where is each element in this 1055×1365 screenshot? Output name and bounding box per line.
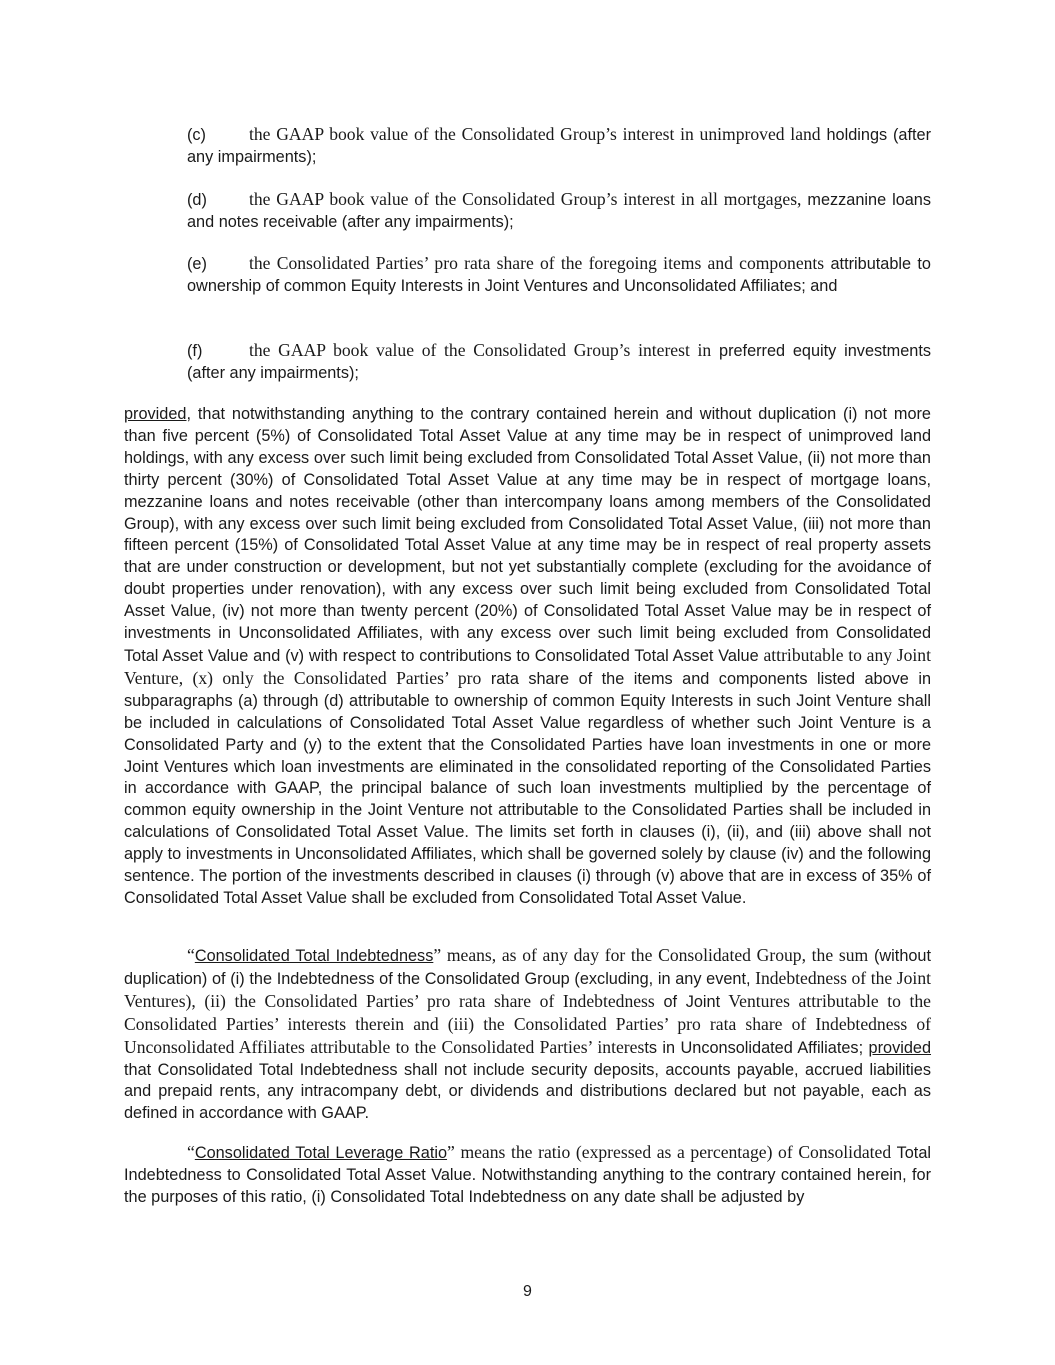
open-quote: “ [187,1142,195,1162]
definition-text: Indebtedness of the Joint Ventures), (ii) the Consolidated Parties’ pro rata share of Indebtedness [124,967,931,1011]
definition-text: ts in Unconsolidated Affiliates; [644,1038,869,1057]
provided-term: provided [868,1038,932,1057]
item-text: holdings (after any impairments); [187,126,931,166]
defined-term: Consolidated Total Leverage Ratio [194,1144,448,1162]
item-text: attributable to ownership of common Equity Interests in Joint Ventures and Unconsolidated Affiliates; and [187,255,931,295]
definition-consolidated-total-leverage-ratio [124,1142,931,1209]
definition-consolidated-total-indebtedness [124,945,931,1125]
proviso-paragraph [124,404,931,910]
item-label: (f) [187,342,203,360]
proviso-serif-text: attributable to any Joint Venture, (x) only the Consolidated Parties’ pro [124,644,931,688]
definition-text: Total Indebtedness to Consolidated Total Asset Value. Notwithstanding anything to the contrary contained herein, for the purposes of this ratio, (i) Consolidated Total Indebtedness on any date shall be adjusted by [124,1144,931,1206]
item-lead-text: the GAAP book value of the Consolidated Group’s interest in [249,340,712,360]
item-text: investments (after any impairments); [187,342,931,382]
definition-text: Ventures attributable to the Consolidated Parties’ interests therein and (iii) the Consolidated Parties’ pro rata share of Indebtedness of Unconsolidated Affiliates attributable to the Consolidated Parties’ interes [124,990,931,1057]
proviso-text-2: rata share of the items and components listed above in subparagraphs (a) through (d) attributable to ownership of common Equity Interests in such Joint Venture shall be included in calculations of Consolidated Total Asset Value regardless of whether such Joint Venture is a Consolidated Party and (y) to the extent that the Consolidated Parties have loan investments in one or more Joint Ventures which loan investments are eliminated in the consolidated reporting of the Consolidated Parties in accordance with GAAP, the principal balance of such loan investments multiplied by the percentage of common equity ownership in the Joint Venture not attributable to the Consolidated Parties shall be included in calculations of Consolidated Total Asset Value. The limits set forth in clauses (i), (ii), and (iii) above shall not apply to investments in Unconsolidated Affiliates, which shall be governed solely by clause (iv) and the following sentence. The portion of the investments described in clauses (i) through (v) above that are in excess of 35% of Consolidated Total Asset Value shall be excluded from Consolidated Total Asset Value. [124,669,932,907]
page-number: 9 [523,1283,532,1300]
subparagraph-d [187,189,931,234]
definition-text: ” means the ratio (expressed as a percentage) of Consolidated [447,1142,892,1162]
definition-text: ” means, as of any day for the Consolidated Group, the sum [433,945,869,965]
subparagraph-f [187,340,931,385]
definition-text: that Consolidated Total Indebtedness shall not include security deposits, accounts payable, accrued liabilities and prepaid rents, any intracompany debt, or dividends and distributions declared but not payable, each as defined in accordance with GAAP. [124,1060,931,1123]
provided-term: provided [124,405,187,423]
defined-term: Consolidated Total Indebtedness [194,947,434,965]
proviso-text: , that notwithstanding anything to the contrary contained herein and without duplication (i) not more than five percent (5%) of Consolidated Total Asset Value at any time may be in respect of unimproved land holdings, with any excess over such limit being excluded from Consolidated Total Asset Value, (ii) not more than thirty percent (30%) of Consolidated Total Asset Value at any time may be in respect of mortgage loans, mezzanine loans and notes receivable (other than intercompany loans among members of the Consolidated Group), with any excess over such limit being excluded from Consolidated Total Asset Value, (iii) not more than fifteen percent (15%) of Consolidated Total Asset Value at any time may be in respect of real property assets that are under construction or development, but not yet substantially complete (excluding for the avoidance of doubt properties under renovation), with any excess over such limit being excluded from Consolidated Total Asset Value, (iv) not more than twenty percent (20%) of Consolidated Total Asset Value may be in respect of investments in Unconsolidated Affiliates, with any excess over such limit being excluded from Consolidated Total Asset Value and (v) with respect to contributions to Consolidated Total Asset Value [124,405,931,665]
open-quote: “ [187,945,195,965]
definition-text: (without duplication) of (i) the Indebtedness of the Consolidated Group (excluding, in any event, [124,947,932,988]
item-label: (e) [187,255,207,273]
item-label: (c) [187,126,206,144]
item-lead-text: the GAAP book value of the Consolidated Group’s interest in unimproved land [249,124,821,144]
item-label: (d) [187,191,207,209]
item-text: mezzanine loans and notes receivable (after any impairments); [187,191,932,231]
item-lead-text: the GAAP book value of the Consolidated Group’s interest in all mortgages, [249,189,802,209]
item-lead-text-2: preferred equity [711,342,837,360]
definition-text: of Joint [654,992,721,1011]
subparagraph-e [187,253,931,298]
item-lead-text: the Consolidated Parties’ pro rata share of the foregoing items and components [249,253,825,273]
subparagraph-c [187,124,931,169]
